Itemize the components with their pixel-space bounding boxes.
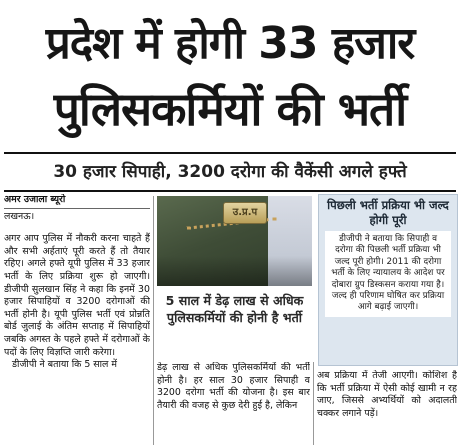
left-column [4,194,150,445]
subheadline: 30 हजार सिपाही, 3200 दरोगा की वैकेंसी अगले हफ्ते [53,162,407,182]
photo-caption: 5 साल में डेढ़ लाख से अधिक पुलिसकर्मियों की होनी है भर्ती [165,293,304,325]
column-divider [313,362,314,445]
headline-line-2: पुलिसकर्मियों की भर्ती [53,82,407,136]
sidebar-box [318,194,458,366]
body-paragraph: अगर आप पुलिस में नौकरी करना चाहते हैं और सभी अर्हताएं पूरी करते हैं तो तैयार रहिए। अगले हफ्ते यूपी पुलिस में 33 हजार भर्ती के लिए प्रक्रिया शुरू हो जाएगी। डीजीपी सुलखान सिंह ने कहा कि इनमें 30 हजार सिपाहियों व 3200 दरोगाओं की भर्ती होनी है। यूपी पुलिस भर्ती एवं प्रोन्नति बोर्ड जुलाई के अंतिम सप्ताह में सिपाहियों जबकि अगस्त के पहले हफ्ते में दरोगाओं के पदों के लिए विज्ञप्ति जारी करेगा। [4,233,150,358]
sidebar-body: डीजीपी ने बताया कि सिपाही व दरोगा की पिछली भर्ती प्रक्रिया भी जल्द पूरी होगी। 2011 की दरोगा भर्ती के लिए न्यायालय के आदेश पर दोबारा ग्रुप डिस्कसन कराया गया है। जल्द ही परिणाम घोषित कर प्रक्रिया आगे बढ़ाई जाएगी। [325,231,451,317]
photo-shade [157,256,312,286]
byline: अमर उजाला ब्यूरो [4,194,150,209]
headline-line-1: प्रदेश में होगी 33 हजार [45,18,415,69]
sidebar-title: पिछली भर्ती प्रक्रिया भी जल्द होगी पूरी [327,198,449,227]
middle-column-text: डेढ़ लाख से अधिक पुलिसकर्मियों की भर्ती होनी है। हर साल 30 हजार सिपाही व 3200 दरोगा भर्ती की योजना है। इस बार तैयारी की वजह से कुछ देरी हुई है, लेकिन [157,362,310,411]
divider-bottom [4,190,456,192]
column-divider [153,196,154,445]
body-paragraph: डीजीपी ने बताया कि 5 साल में [12,359,117,371]
police-cap-photo [157,196,312,286]
divider-top [4,152,456,154]
cap-badge: उ.प्र.प [223,202,267,224]
right-column-text: अब प्रक्रिया में तेजी आएगी। कोशिश है कि भर्ती प्रक्रिया में ऐसी कोई खामी न रह जाए, जिससे अभ्यर्थियों को अदालती चक्कर लगाने पड़ें। [317,370,457,419]
dateline: लखनऊ। [4,210,35,222]
